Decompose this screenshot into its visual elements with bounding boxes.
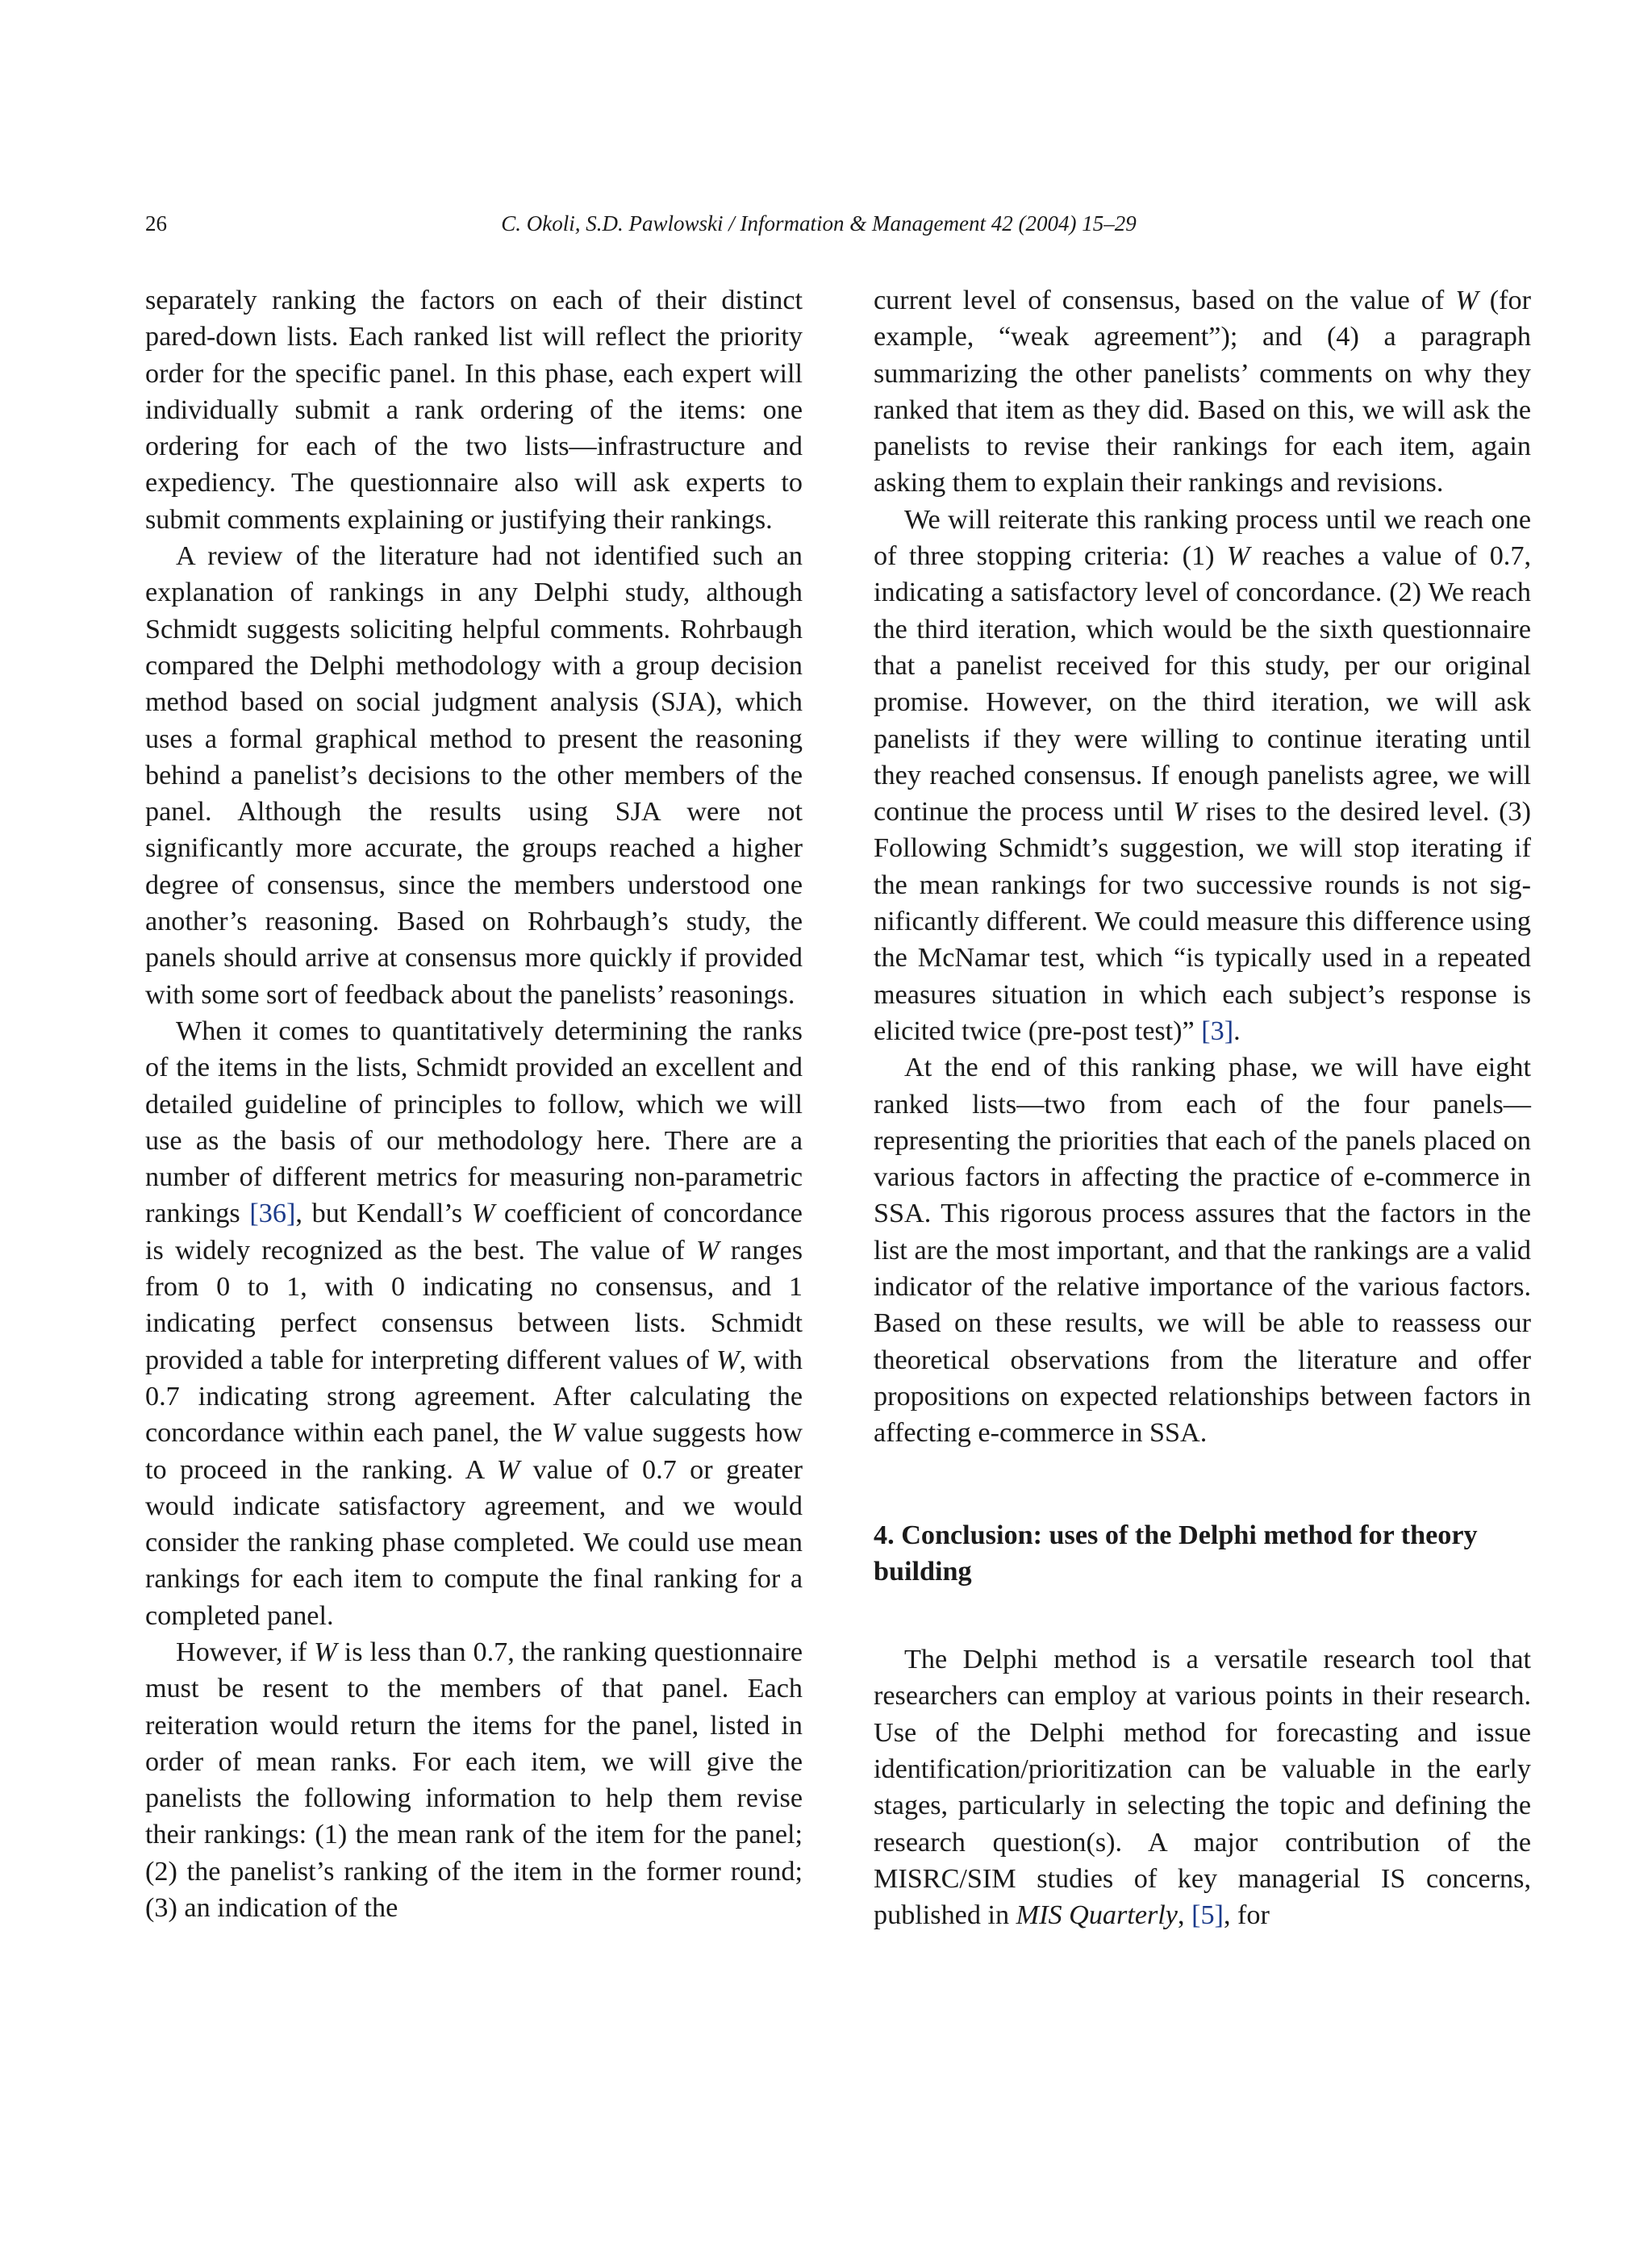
w-symbol: W (314, 1637, 337, 1667)
w-symbol: W (1455, 286, 1479, 315)
paragraph: A review of the literature had not identified such an explanation of rankings in any Delphi study, although Schmidt suggests soliciting helpful comments. Rohrbaugh compared the Delphi methodology with a group decision method based on social judgment analysis (SJA), which uses a formal graphical method to present the reasoning behind a panelist’s decisions to the other members of the panel. Although the results using SJA were not significantly more accurate, the groups reached a higher degree of consensus, since the members understood one another’s reasoning. Based on Rohrbaugh’s study, the panels should arrive at consensus more quickly if provided with some sort of feedback about the panelists’ reasonings. (145, 541, 803, 1010)
w-symbol: W (471, 1199, 495, 1229)
paragraph: separately ranking the factors on each of their distinct pared-down lists. Each ranked list will reflect the priority order for the specific panel. In this phase, each expert will individually submit a rank ordering of the items: one ordering for each of the two lists—infrastructure and expediency. The questionnaire also will ask experts to submit comments explaining or justifying their rankings. (145, 286, 803, 535)
w-symbol: W (716, 1345, 740, 1375)
paragraph: The Delphi method is a versatile research tool that researchers can employ at various points in their research. Use of the Delphi method for forecasting and issue identification/prioritization can be valuable in the early stages, particularly in selecting the topic and defining the research question(s). A major contribution of the MISRC/SIM studies of key managerial IS concerns, published in MIS Quarterly, [5], for (874, 1645, 1531, 1931)
citation-link[interactable]: [5] (1191, 1900, 1224, 1931)
citation-link[interactable]: [3] (1201, 1015, 1234, 1046)
paragraph: We will reiterate this ranking process until we reach one of three stopping criteria: (1) W reaches a value of 0.7, indicating a satisfactory level of concordance. (2) We reach the third iteration, which would be the sixth questionnaire that a panelist received for this study, per our original promise. However, on the third iteration, we will ask panelists if they were willing to continue iterating until they reached consensus. If enough panelists agree, we will continue the process until W rises to the desired level. (3) Following Schmidt’s suggestion, we will stop iterating if the mean rankings for two successive rounds is not significantly different. We could measure this difference using the McNamar test, which “is typically used in a repeated measures situation in which each subject’s response is elicited twice (pre-post test)” [3]. (874, 504, 1531, 1046)
paragraph: At the end of this ranking phase, we will have eight ranked lists—two from each of the four panels—representing the priorities that each of the panels placed on various factors in affecting the practice of e-commerce in SSA. This rigorous process assures that the factors in the list are the most important, and that the rankings are a valid indicator of the relative importance of the various factors. Based on these results, we will be able to reassess our theoretical observations from the literature and offer propositions on expected relationships between factors in affecting e-commerce in SSA. (874, 1053, 1531, 1449)
left-column (145, 282, 803, 1926)
paragraph: However, if W is less than 0.7, the ranking questionnaire must be resent to the members of that panel. Each reiteration would return the items for the panel, listed in order of mean ranks. For each item, we will give the panelists the following information to help them revise their rankings: (1) the mean rank of the item for the panel; (2) the panelist’s ranking of the item in the former round; (3) an indication of the (145, 1637, 803, 1924)
w-symbol: W (496, 1454, 520, 1485)
w-symbol: W (1173, 797, 1197, 828)
page-number: 26 (145, 211, 167, 236)
section-heading: 4. Conclusion: uses of the Delphi method for theory building (874, 1520, 1478, 1587)
page-header (145, 211, 1492, 244)
paragraph: When it comes to quantitatively determining the ranks of the items in the lists, Schmidt provided an excellent and detailed guideline of principles to follow, which we will use as the basis of our methodology here. There are a number of different metrics for measuring non-parametric rankings [36], but Kendall’s W coefficient of concordance is widely recognized as the best. The value of W ranges from 0 to 1, with 0 indicating no consensus, and 1 indicating perfect consensus between lists. Schmidt provided a table for interpreting different values of W, with 0.7 indicating strong agreement. After calculating the concordance within each panel, the W value suggests how to proceed in the ranking. A W value of 0.7 or greater would indicate satisfactory agreement, and we would consider the ranking phase completed. We could use mean rankings for each item to compute the final ranking for a completed panel. (145, 1015, 803, 1631)
journal-title: MIS Quarterly (1016, 1900, 1178, 1931)
right-column (874, 282, 1531, 1933)
w-symbol: W (551, 1418, 575, 1449)
w-symbol: W (1226, 541, 1250, 572)
paragraph: current level of consensus, based on the value of W (for example, “weak agreement”); and (4) a paragraph summarizing the other panelists’ comments on why they ranked that item as they did. Based on this, we will ask the panelists to revise their rankings for each item, again asking them to explain their rankings and revisions. (874, 286, 1532, 498)
citation-link[interactable]: [36] (249, 1199, 296, 1229)
running-head: C. Okoli, S.D. Pawlowski / Information & Management 42 (2004) 15–29 (501, 211, 1137, 236)
w-symbol: W (696, 1235, 720, 1266)
